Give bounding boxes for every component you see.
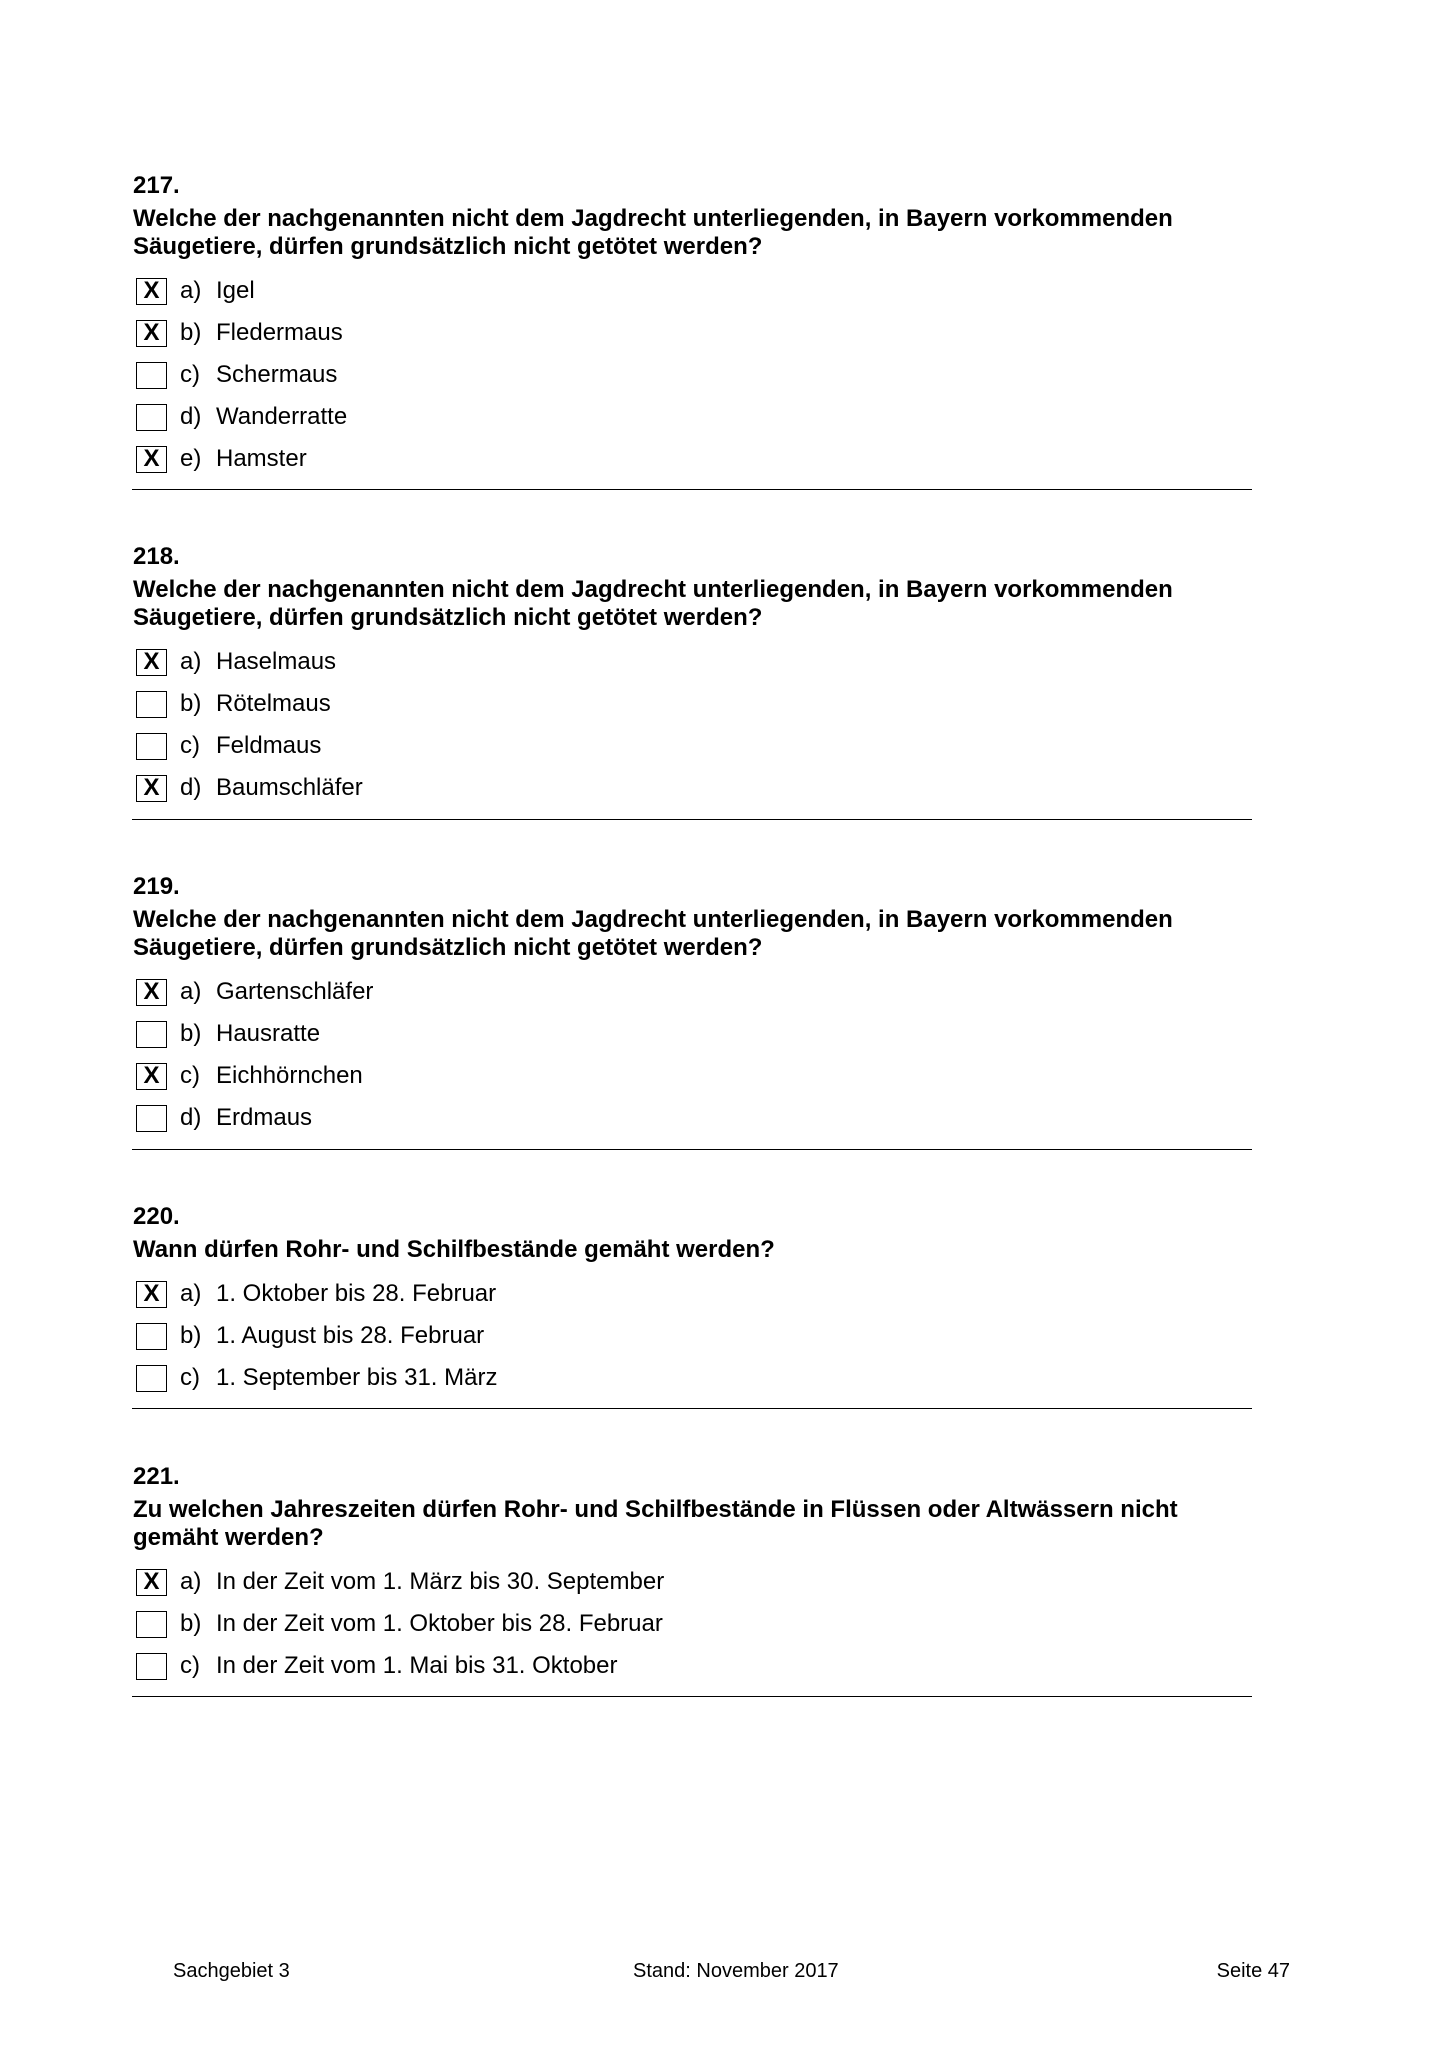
question-220	[133, 1203, 1249, 1399]
option-b[interactable]	[133, 312, 1249, 354]
option-a[interactable]	[133, 1561, 1249, 1603]
question-number: 220.	[133, 1203, 180, 1230]
question-219	[133, 873, 1249, 1139]
footer-section: Sachgebiet 3	[173, 1960, 290, 1982]
answer-checkbox[interactable]: X	[136, 320, 167, 347]
footer-page-number: Seite 47	[1216, 1960, 1290, 1982]
question-number: 219.	[133, 873, 180, 900]
option-b[interactable]	[133, 1603, 1249, 1645]
option-text: Wanderratte	[216, 403, 348, 430]
question-number: 218.	[133, 543, 180, 570]
answer-checkbox[interactable]: X	[136, 979, 167, 1006]
answer-checkbox[interactable]	[136, 1021, 167, 1048]
option-text: In der Zeit vom 1. Oktober bis 28. Februar	[216, 1610, 663, 1637]
footer-date: Stand: November 2017	[633, 1960, 839, 1982]
option-a[interactable]	[133, 641, 1249, 683]
option-b[interactable]	[133, 683, 1249, 725]
answer-checkbox[interactable]	[136, 1611, 167, 1638]
option-c[interactable]	[133, 725, 1249, 767]
option-letter: d)	[180, 1104, 202, 1131]
option-letter: c)	[180, 1062, 200, 1089]
answer-checkbox[interactable]: X	[136, 1281, 167, 1308]
option-text: Baumschläfer	[216, 774, 363, 801]
option-c[interactable]	[133, 1357, 1249, 1399]
option-text: 1. August bis 28. Februar	[216, 1322, 485, 1349]
option-letter: b)	[180, 1020, 202, 1047]
question-number: 217.	[133, 172, 180, 199]
option-text: Hausratte	[216, 1020, 321, 1047]
option-d[interactable]	[133, 1097, 1249, 1139]
divider	[132, 489, 1252, 490]
answer-checkbox[interactable]	[136, 1105, 167, 1132]
option-text: Igel	[216, 277, 255, 304]
option-letter: d)	[180, 774, 202, 801]
option-text: Schermaus	[216, 361, 338, 388]
option-c[interactable]	[133, 354, 1249, 396]
answer-checkbox[interactable]	[136, 404, 167, 431]
option-text: In der Zeit vom 1. März bis 30. September	[216, 1568, 665, 1595]
option-letter: a)	[180, 277, 202, 304]
option-b[interactable]	[133, 1315, 1249, 1357]
option-text: Rötelmaus	[216, 690, 331, 717]
divider	[132, 1696, 1252, 1697]
answer-checkbox[interactable]	[136, 691, 167, 718]
option-letter: c)	[180, 1364, 200, 1391]
divider	[132, 1149, 1252, 1150]
answer-checkbox[interactable]: X	[136, 1569, 167, 1596]
option-letter: c)	[180, 361, 200, 388]
question-number: 221.	[133, 1463, 180, 1490]
question-text: Zu welchen Jahreszeiten dürfen Rohr- und Schilfbestände in Flüssen oder Altwässern nicht gemäht werden?	[133, 1496, 1178, 1551]
answer-checkbox[interactable]	[136, 1323, 167, 1350]
option-text: Haselmaus	[216, 648, 337, 675]
option-text: Erdmaus	[216, 1104, 313, 1131]
option-a[interactable]	[133, 1273, 1249, 1315]
option-letter: a)	[180, 648, 202, 675]
option-letter: a)	[180, 1280, 202, 1307]
option-a[interactable]	[133, 270, 1249, 312]
answer-checkbox[interactable]: X	[136, 649, 167, 676]
option-e[interactable]	[133, 438, 1249, 480]
option-d[interactable]	[133, 396, 1249, 438]
question-text: Wann dürfen Rohr- und Schilfbestände gemäht werden?	[133, 1236, 775, 1263]
option-letter: b)	[180, 1322, 202, 1349]
option-b[interactable]	[133, 1013, 1249, 1055]
answer-checkbox[interactable]: X	[136, 1063, 167, 1090]
option-letter: b)	[180, 1610, 202, 1637]
option-letter: d)	[180, 403, 202, 430]
answer-checkbox[interactable]	[136, 733, 167, 760]
option-text: Feldmaus	[216, 732, 322, 759]
answer-checkbox[interactable]: X	[136, 278, 167, 305]
option-text: In der Zeit vom 1. Mai bis 31. Oktober	[216, 1652, 618, 1679]
option-d[interactable]	[133, 767, 1249, 809]
option-a[interactable]	[133, 971, 1249, 1013]
answer-checkbox[interactable]	[136, 1365, 167, 1392]
option-letter: e)	[180, 445, 202, 472]
answer-checkbox[interactable]: X	[136, 775, 167, 802]
option-letter: b)	[180, 319, 202, 346]
option-text: Fledermaus	[216, 319, 343, 346]
option-c[interactable]	[133, 1055, 1249, 1097]
option-letter: a)	[180, 978, 202, 1005]
question-221	[133, 1463, 1249, 1687]
question-text: Welche der nachgenannten nicht dem Jagdrecht unterliegenden, in Bayern vorkommenden Säugetiere, dürfen grundsätzlich nicht getötet werden?	[133, 205, 1173, 260]
option-letter: c)	[180, 732, 200, 759]
option-text: Hamster	[216, 445, 307, 472]
option-c[interactable]	[133, 1645, 1249, 1687]
option-letter: a)	[180, 1568, 202, 1595]
answer-checkbox[interactable]	[136, 1653, 167, 1680]
divider	[132, 819, 1252, 820]
question-text: Welche der nachgenannten nicht dem Jagdrecht unterliegenden, in Bayern vorkommenden Säugetiere, dürfen grundsätzlich nicht getötet werden?	[133, 576, 1173, 631]
option-text: Eichhörnchen	[216, 1062, 363, 1089]
option-text: 1. September bis 31. März	[216, 1364, 498, 1391]
option-letter: b)	[180, 690, 202, 717]
option-text: Gartenschläfer	[216, 978, 374, 1005]
question-217	[133, 172, 1249, 480]
answer-checkbox[interactable]: X	[136, 446, 167, 473]
option-text: 1. Oktober bis 28. Februar	[216, 1280, 497, 1307]
option-letter: c)	[180, 1652, 200, 1679]
divider	[132, 1408, 1252, 1409]
answer-checkbox[interactable]	[136, 362, 167, 389]
question-218	[133, 543, 1249, 809]
question-text: Welche der nachgenannten nicht dem Jagdrecht unterliegenden, in Bayern vorkommenden Säugetiere, dürfen grundsätzlich nicht getötet werden?	[133, 906, 1173, 961]
